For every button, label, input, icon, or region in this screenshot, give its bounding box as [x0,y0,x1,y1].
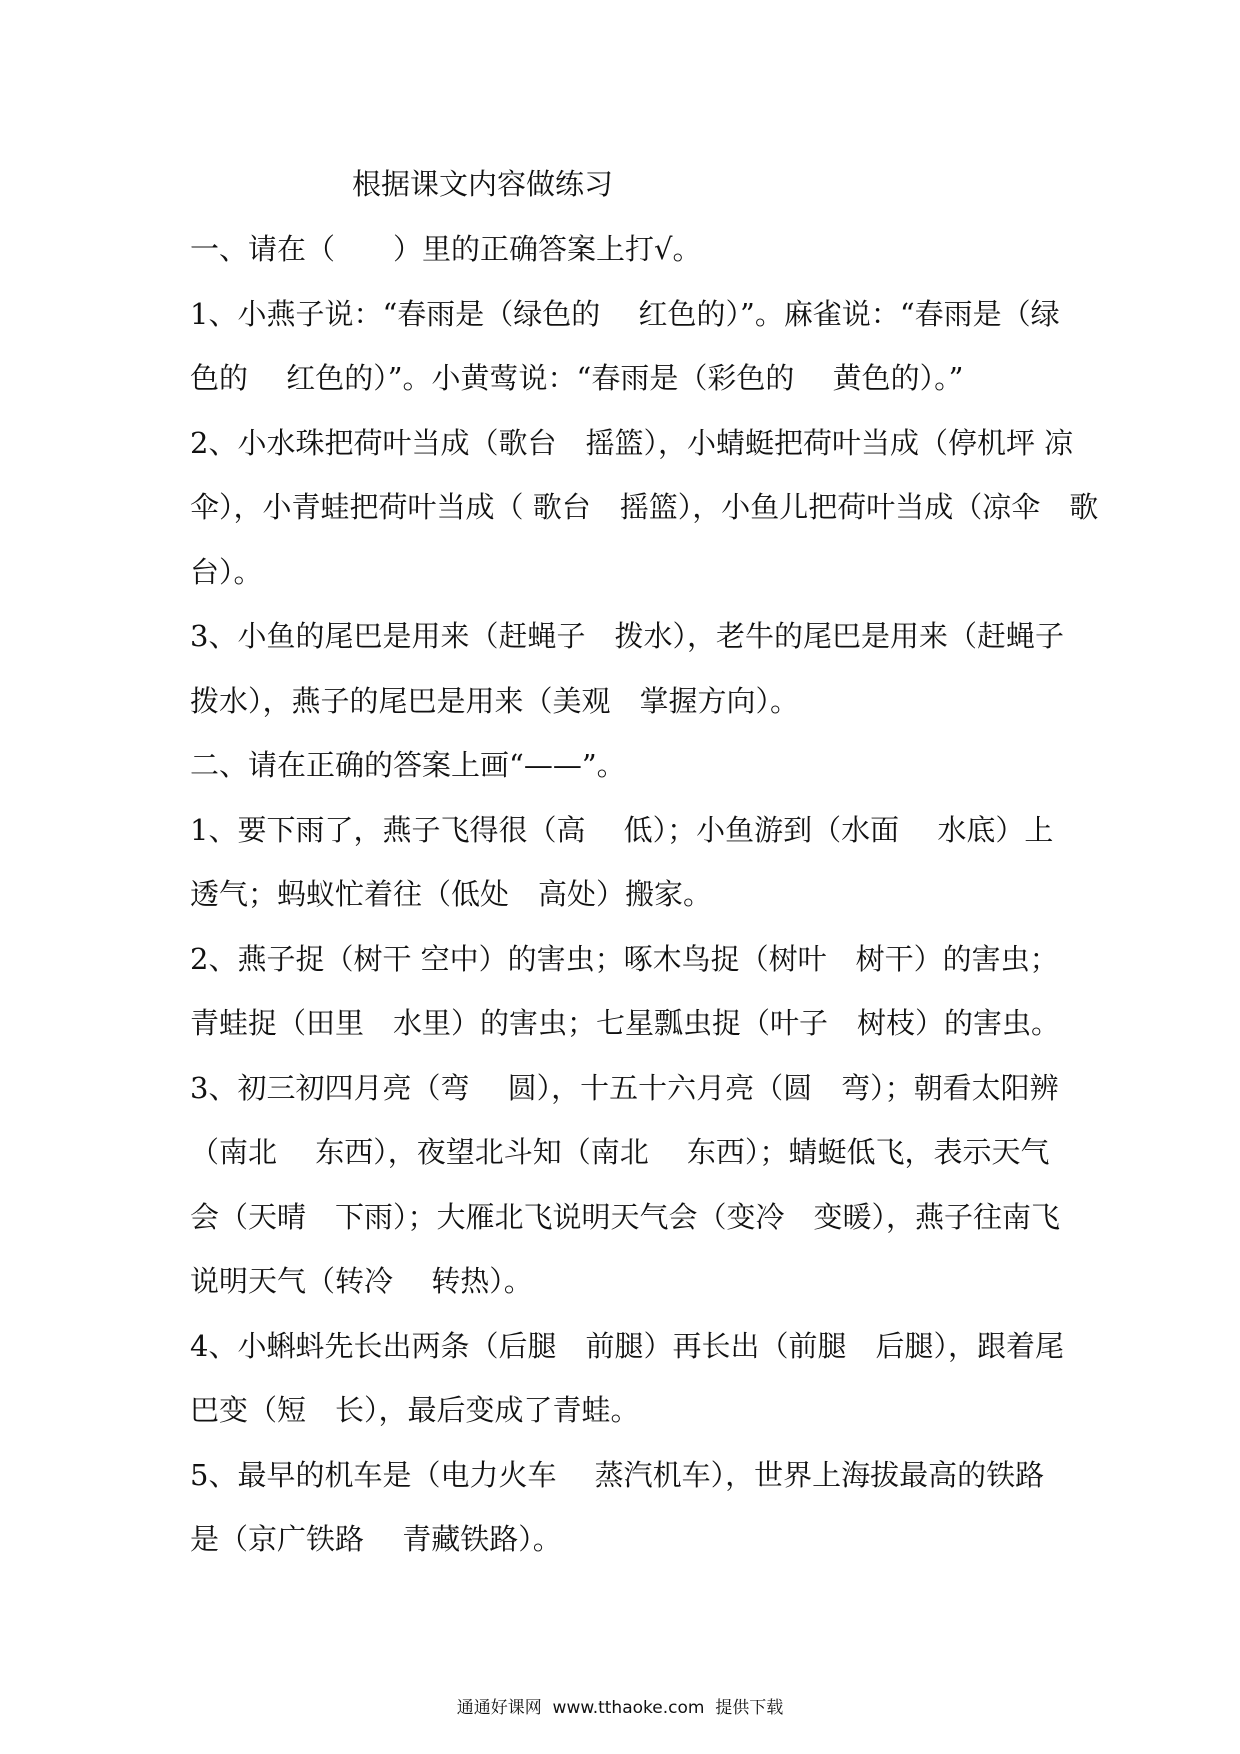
text-line: 色的 红色的）”。小黄莺说：“春雨是（彩色的 黄色的）。” [190,361,964,395]
text-line: 2、燕子捉（树干 空中）的害虫；啄木鸟捉（树叶 树干）的害虫； [190,942,1059,976]
text-line: 是（京广铁路 青藏铁路）。 [190,1522,562,1556]
text-line: 说明天气（转冷 转热）。 [190,1264,533,1298]
text-line: 伞），小青蛙把荷叶当成（ 歌台 摇篮），小鱼儿把荷叶当成（凉伞 歌 [190,490,1099,524]
text-line: 巴变（短 长），最后变成了青蛙。 [190,1393,640,1427]
text-line: 3、小鱼的尾巴是用来（赶蝇子 拨水），老牛的尾巴是用来（赶蝇子 [190,619,1064,653]
text-line: 1、要下雨了，燕子飞得很（高 低）；小鱼游到（水面 水底）上 [190,813,1054,847]
text-line: 拨水），燕子的尾巴是用来（美观 掌握方向）。 [190,684,800,718]
page-title: 根据课文内容做练习 [352,167,614,201]
text-line: 台）。 [190,555,263,589]
text-line: 3、初三初四月亮（弯 圆），十五十六月亮（圆 弯）；朝看太阳辨 [190,1071,1059,1105]
page-footer: 通通好课网 www.tthaoke.com 提供下载 [456,1698,784,1718]
text-line: 1、小燕子说：“春雨是（绿色的 红色的）”。麻雀说：“春雨是（绿 [190,297,1060,331]
text-line: 5、最早的机车是（电力火车 蒸汽机车），世界上海拔最高的铁路 [190,1458,1045,1492]
text-line: 会（天晴 下雨）；大雁北飞说明天气会（变冷 变暖），燕子往南飞 [190,1200,1061,1234]
text-line: （南北 东西），夜望北斗知（南北 东西）；蜻蜓低飞，表示天气 [190,1135,1050,1169]
text-line: 4、小蝌蚪先长出两条（后腿 前腿）再长出（前腿 后腿），跟着尾 [190,1329,1064,1363]
text-line: 2、小水珠把荷叶当成（歌台 摇篮），小蜻蜓把荷叶当成（停机坪 凉 [190,426,1074,460]
section-2-heading: 二、请在正确的答案上画“——”。 [190,748,626,782]
text-line: 透气；蚂蚁忙着往（低处 高处）搬家。 [190,877,713,911]
section-1-heading: 一、请在（ ）里的正确答案上打√。 [190,232,702,266]
text-line: 青蛙捉（田里 水里）的害虫；七星瓢虫捉（叶子 树枝）的害虫。 [190,1006,1061,1040]
